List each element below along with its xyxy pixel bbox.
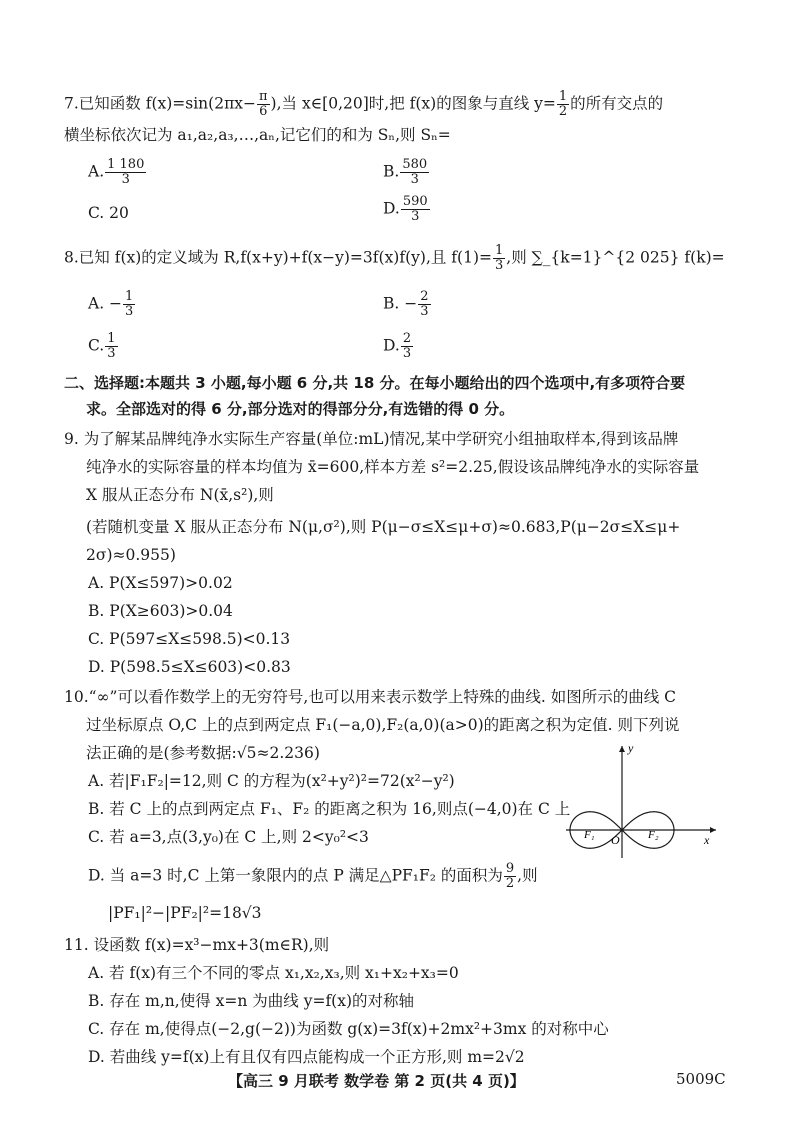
q8-option-a: A. − $\frac{1}{3}$ xyxy=(88,289,134,319)
q7-option-a: A. $\frac{1 180}{3}$ xyxy=(88,157,145,187)
focus-f2-label: F₂ xyxy=(648,829,659,841)
lemniscate-figure xyxy=(566,740,726,860)
q9-option-a: A. P(X≤597)>0.02 xyxy=(88,574,233,592)
q10-option-b: B. 若 C 上的点到两定点 F₁、F₂ 的距离之积为 16,则点(−4,0)在 C 上 xyxy=(88,800,571,818)
q9-stem-line1: 9. 为了解某品牌纯净水实际生产容量(单位:mL)情况,某中学研究小组抽取样本,得到该品牌 xyxy=(64,430,679,448)
q9-option-c: C. P(597≤X≤598.5)<0.13 xyxy=(88,630,291,648)
y-axis-arrow-icon xyxy=(619,746,625,752)
y-axis-label: y xyxy=(628,741,634,755)
q11-option-d: D. 若曲线 y=f(x)上有且仅有四点能构成一个正方形,则 m=2√2 xyxy=(88,1048,525,1066)
q9-stem-line2: 纯净水的实际容量的样本均值为 x̄=600,样本方差 s²=2.25,假设该品牌纯净水的实际容量 xyxy=(86,458,700,476)
q10-option-c: C. 若 a=3,点(3,y₀)在 C 上,则 2<y₀²<3 xyxy=(88,828,369,846)
q7-option-b: B. $\frac{580}{3}$ xyxy=(383,157,428,187)
exam-code: 5009C xyxy=(676,1070,726,1088)
page-footer: 【高三 9 月联考 数学卷 第 2 页(共 4 页)】 xyxy=(228,1072,525,1090)
q10-stem-line2: 过坐标原点 O,C 上的点到两定点 F₁(−a,0),F₂(a,0)(a>0)的距离之积为定值. 则下列说 xyxy=(86,716,680,734)
q10-stem-line1: 10.“∞”可以看作数学上的无穷符号,也可以用来表示数学上特殊的曲线. 如图所示的曲线 C xyxy=(64,688,676,706)
q8-stem: 8.已知 f(x)的定义域为 R,f(x+y)+f(x−y)=3f(x)f(y),且 f(1)= $\frac{1}{3}$ ,则 ∑_{k=1}^{2 025} f(k)= xyxy=(64,243,725,273)
x-axis-label: x xyxy=(704,833,710,847)
x-axis-arrow-icon xyxy=(710,827,716,833)
q7-stem-line1: 7.已知函数 f(x)=sin(2πx− $\frac{\pi}{6}$ ),当 x∈[0,20]时,把 f(x)的图象与直线 y= $\frac{1}{2}$ 的所有交点的 xyxy=(64,89,664,119)
section2-heading-line2: 求。全部选对的得 6 分,部分选对的得部分分,有选错的得 0 分。 xyxy=(86,400,515,418)
origin-label: O xyxy=(611,833,620,847)
q9-option-d: D. P(598.5≤X≤603)<0.83 xyxy=(88,658,291,676)
q11-option-b: B. 存在 m,n,使得 x=n 为曲线 y=f(x)的对称轴 xyxy=(88,992,415,1010)
q10-option-d: D. 当 a=3 时,C 上第一象限内的点 P 满足△PF₁F₂ 的面积为 $\frac{9}{2}$ ,则 xyxy=(88,861,538,891)
q9-option-b: B. P(X≥603)>0.04 xyxy=(88,602,233,620)
q8-option-c: C. $\frac{1}{3}$ xyxy=(88,331,116,361)
q7-stem-line2: 横坐标依次记为 a₁,a₂,a₃,…,aₙ,记它们的和为 Sₙ,则 Sₙ= xyxy=(64,126,451,144)
q11-option-a: A. 若 f(x)有三个不同的零点 x₁,x₂,x₃,则 x₁+x₂+x₃=0 xyxy=(88,964,459,982)
q8-option-d: D. $\frac{2}{3}$ xyxy=(383,331,412,361)
q7-fraction-half: $\frac{1}{2}$ xyxy=(558,89,568,119)
q8-fraction-third: $\frac{1}{3}$ xyxy=(494,243,504,273)
q10-option-a: A. 若|F₁F₂|=12,则 C 的方程为(x²+y²)²=72(x²−y²) xyxy=(88,772,455,790)
q10-option-d-line2: |PF₁|²−|PF₂|²=18√3 xyxy=(108,904,262,922)
q11-option-c: C. 存在 m,使得点(−2,g(−2))为函数 g(x)=3f(x)+2mx²+3mx 的对称中心 xyxy=(88,1020,609,1038)
q7-option-d: D. $\frac{590}{3}$ xyxy=(383,194,428,224)
q9-stem-line4: (若随机变量 X 服从正态分布 N(μ,σ²),则 P(μ−σ≤X≤μ+σ)≈0.683,P(μ−2σ≤X≤μ+ xyxy=(86,518,681,536)
focus-f1-label: F₁ xyxy=(584,829,595,841)
q10-stem-line3: 法正确的是(参考数据:√5≈2.236) xyxy=(86,744,320,762)
q8-option-b: B. − $\frac{2}{3}$ xyxy=(383,289,429,319)
q11-stem: 11. 设函数 f(x)=x³−mx+3(m∈R),则 xyxy=(64,936,330,954)
q7-fraction-pi-6: $\frac{\pi}{6}$ xyxy=(259,89,268,119)
q9-stem-line5: 2σ)≈0.955) xyxy=(86,546,176,564)
section2-heading-line1: 二、选择题:本题共 3 小题,每小题 6 分,共 18 分。在每小题给出的四个选项中,有多项符合要 xyxy=(64,374,686,392)
q9-stem-line3: X 服从正态分布 N(x̄,s²),则 xyxy=(86,486,274,504)
q7-option-c: C. 20 xyxy=(88,204,129,222)
